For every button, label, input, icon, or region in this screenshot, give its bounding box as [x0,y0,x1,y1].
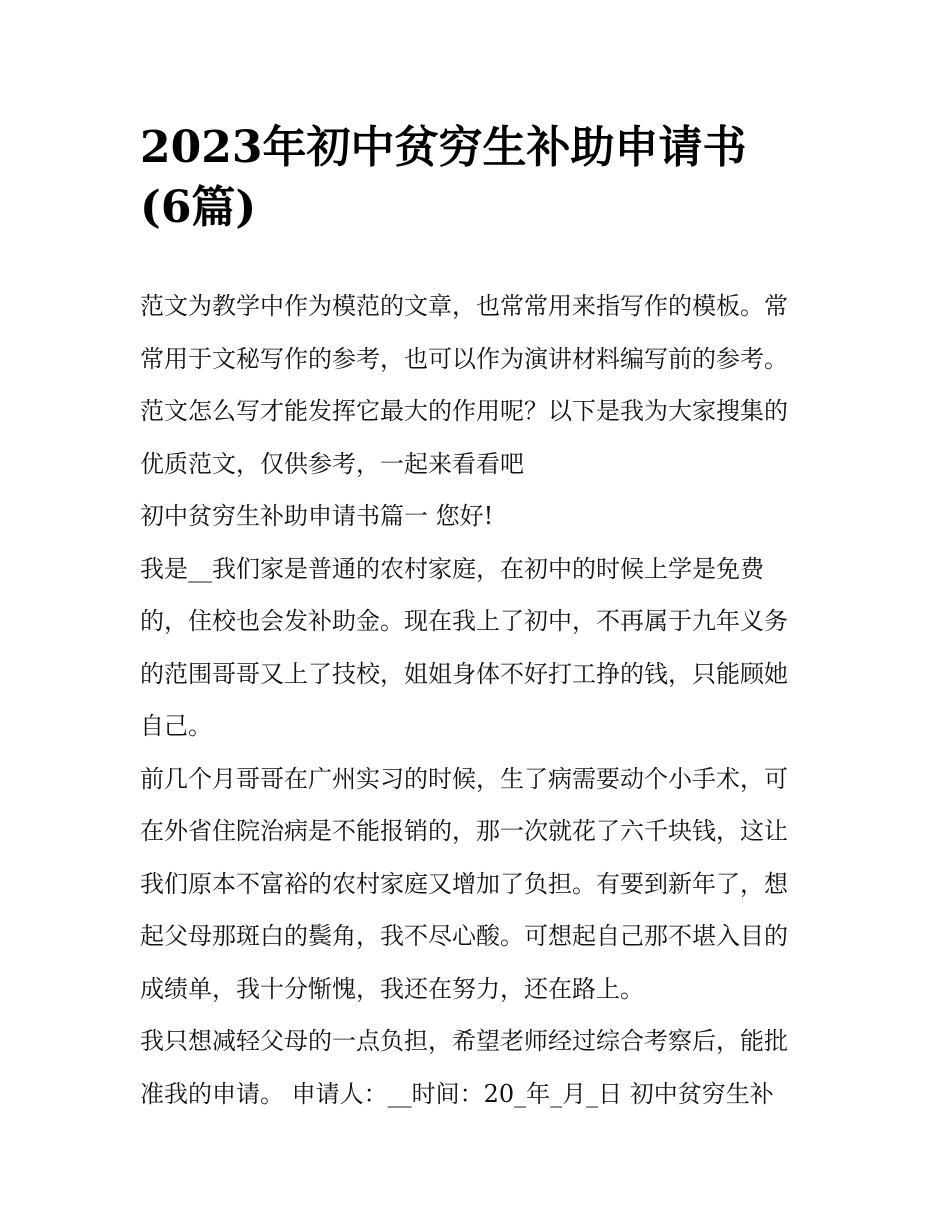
body-line: 准我的申请。 申请人：__时间：20_年_月_日 初中贫穷生补 [140,1079,774,1108]
title-line-2: (6篇) [140,182,257,233]
document-body [140,280,820,1120]
body-line: 优质范文，仅供参考，一起来看看吧 [140,449,524,478]
title-line-1: 2023年初中贫穷生补助申请书 [140,122,747,173]
body-line: 起父母那斑白的鬓角，我不尽心酸。可想起自己那不堪入目的 [140,922,788,950]
body-line: 范文怎么写才能发挥它最大的作用呢？以下是我为大家搜集的 [140,397,788,425]
body-line: 范文为教学中作为模范的文章，也常常用来指写作的模板。常 [140,292,788,320]
body-line: 我是__我们家是普通的农村家庭，在初中的时候上学是免费 [140,554,764,583]
body-line: 的范围哥哥又上了技校，姐姐身体不好打工挣的钱，只能顾她 [140,659,788,688]
body-line: 常用于文秘写作的参考，也可以作为演讲材料编写前的参考。 [140,344,788,373]
document-title [140,118,830,238]
body-line: 前几个月哥哥在广州实习的时候，生了病需要动个小手术，可 [140,764,788,793]
body-line: 我们原本不富裕的农村家庭又增加了负担。有要到新年了，想 [140,869,788,898]
body-line: 自己。 [140,712,212,740]
body-line: 我只想减轻父母的一点负担，希望老师经过综合考察后，能批 [140,1027,788,1055]
body-line: 的，住校也会发补助金。现在我上了初中，不再属于九年义务 [140,607,788,635]
body-line: 在外省住院治病是不能报销的，那一次就花了六千块钱，这让 [140,817,788,845]
section-heading-line: 初中贫穷生补助申请书篇一 您好! [140,502,494,530]
body-line: 成绩单，我十分惭愧，我还在努力，还在路上。 [140,974,644,1003]
